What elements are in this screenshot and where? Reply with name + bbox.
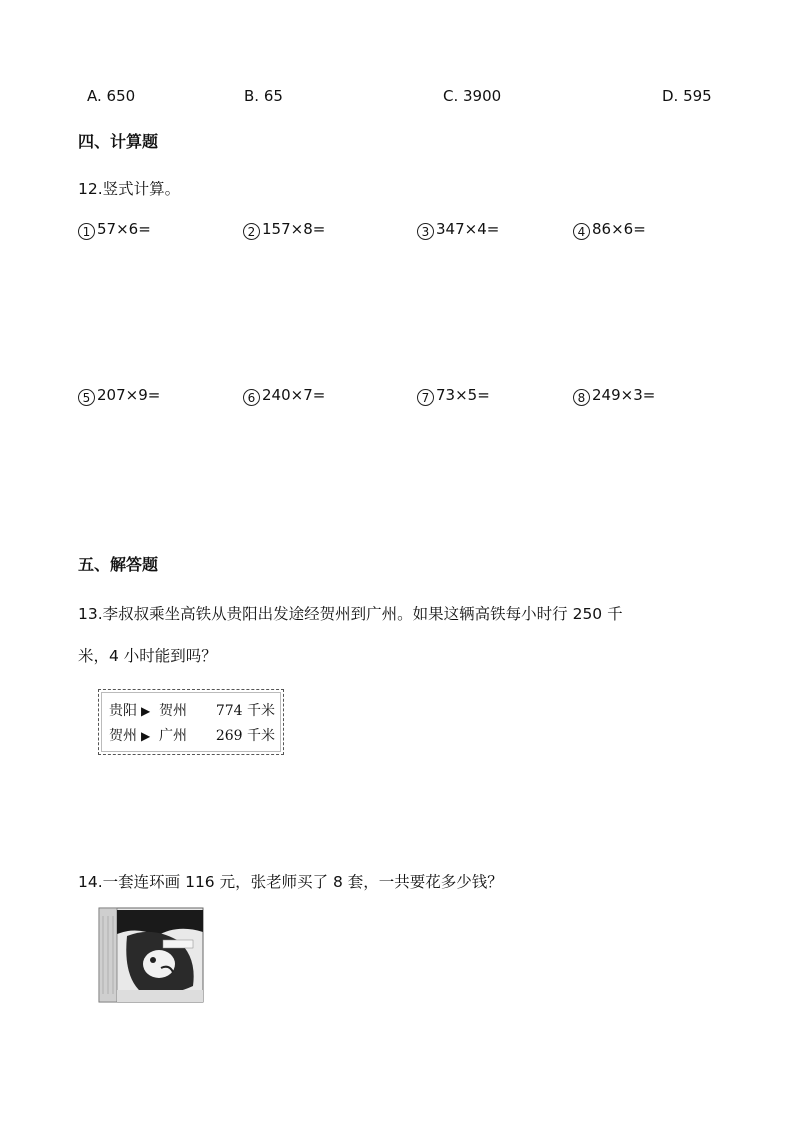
distance-row [109, 701, 275, 721]
from-city: 贺州 [109, 728, 137, 744]
comic-book-illustration [97, 906, 205, 1004]
choice-c: C. 3900 [443, 87, 502, 105]
question-14: 14.一套连环画 116 元，张老师买了 8 套，一共要花多少钱？ [78, 873, 503, 891]
circled-number: 2 [243, 223, 260, 240]
problem-2 [243, 220, 325, 240]
distance-value: 774 千米 [215, 703, 275, 719]
comic-book-set-image [97, 906, 205, 1004]
circled-number: 7 [417, 389, 434, 406]
choice-d: D. 595 [662, 87, 712, 105]
problem-8 [573, 386, 655, 406]
section-5-title: 五、解答题 [78, 555, 159, 574]
question-12: 12.竖式计算。 [78, 180, 181, 198]
problem-expression: 347×4= [436, 220, 500, 238]
problem-1 [78, 220, 151, 240]
problem-4 [573, 220, 646, 240]
choice-b: B. 65 [244, 87, 283, 105]
to-city: 广州 [159, 728, 187, 744]
problem-6 [243, 386, 325, 406]
choice-a: A. 650 [87, 87, 136, 105]
to-city: 贺州 [159, 703, 187, 719]
problem-expression: 57×6= [97, 220, 151, 238]
question-13-line-1: 13.李叔叔乘坐高铁从贵阳出发途经贺州到广州。如果这辆高铁每小时行 250 千 [78, 605, 623, 623]
distance-row [109, 726, 275, 746]
circled-number: 4 [573, 223, 590, 240]
problem-expression: 86×6= [592, 220, 646, 238]
problem-expression: 73×5= [436, 386, 490, 404]
arrow-right-icon: ▶ [141, 704, 151, 718]
distance-value: 269 千米 [215, 728, 275, 744]
problem-3 [417, 220, 499, 240]
problem-expression: 240×7= [262, 386, 326, 404]
circled-number: 8 [573, 389, 590, 406]
problem-expression: 207×9= [97, 386, 161, 404]
circled-number: 1 [78, 223, 95, 240]
from-city: 贵阳 [109, 703, 137, 719]
problem-5 [78, 386, 160, 406]
distance-table [98, 689, 284, 755]
question-13-line-2: 米，4 小时能到吗？ [78, 647, 217, 665]
circled-number: 5 [78, 389, 95, 406]
circled-number: 6 [243, 389, 260, 406]
problem-expression: 157×8= [262, 220, 326, 238]
problem-expression: 249×3= [592, 386, 656, 404]
circled-number: 3 [417, 223, 434, 240]
problem-7 [417, 386, 490, 406]
arrow-right-icon: ▶ [141, 729, 151, 743]
section-4-title: 四、计算题 [78, 132, 159, 151]
